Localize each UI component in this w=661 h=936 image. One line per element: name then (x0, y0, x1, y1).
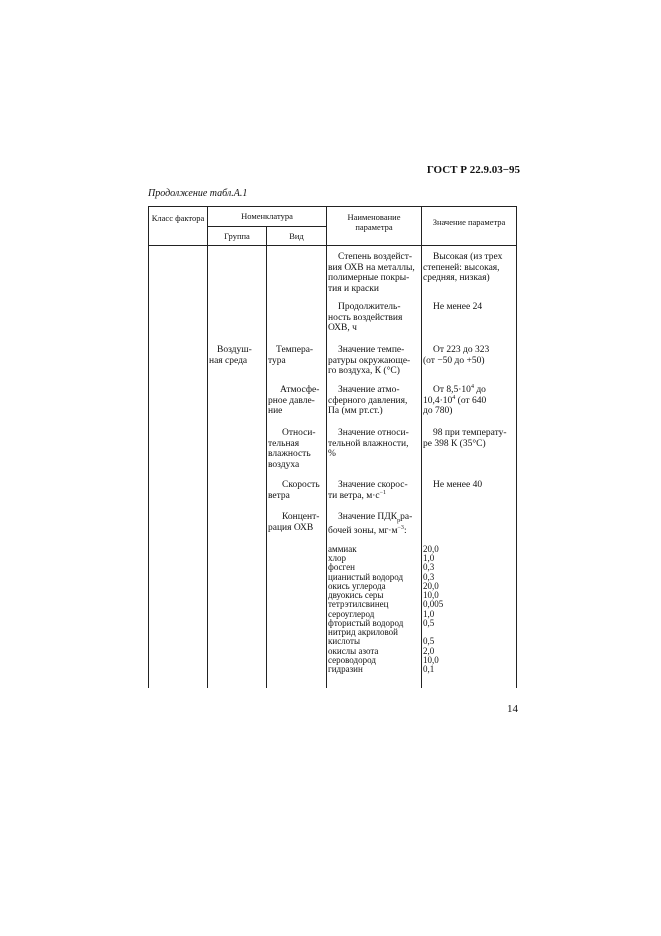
header-param-value: Значение параметра (432, 217, 506, 227)
substance-name: сероуглерод (328, 609, 375, 619)
column-border (326, 206, 327, 688)
substance-value: 20,0 (423, 581, 439, 591)
substance-value: 2,0 (423, 646, 435, 656)
row-1-param-value: Высокая (из трех степеней: высокая, средняя, низкая) (423, 252, 503, 283)
substance-value: 10,0 (423, 590, 439, 600)
substance-value: 1,0 (423, 609, 435, 619)
substance-name: гидразин (328, 664, 363, 674)
substance-name: нитрид акриловой (328, 627, 399, 637)
row-1-param-name: Степень воздейст- вия ОХВ на металлы, полимерные покры- тия и краски (328, 252, 415, 294)
substance-value: 10,0 (423, 655, 439, 665)
row-3-param-value: От 223 до 323 (от −50 до +50) (423, 345, 490, 366)
row-5-param-name: Значение относи- тельной влажности, % (328, 428, 409, 459)
row-6-param-name: Значение скорос- ти ветра, $м\cdot с^{-1}$ (328, 480, 408, 501)
substance-name: фосген (328, 562, 355, 572)
row-4-param-name: Значение атмо- сферного давления, Па (мм рт.ст.) (328, 385, 408, 416)
table-top-border (148, 206, 516, 207)
substance-name: аммиак (328, 544, 357, 554)
header-nomenclature: Номенклатура (241, 211, 293, 221)
row-3-kind: Темпера- тура (268, 345, 314, 366)
row-6-kind: Скорость ветра (268, 480, 320, 501)
row-7-param-name: Значение $ПДК_рра-$ бочей зоны, $мг\cdot м^{-3}$: (328, 512, 413, 537)
document-code: ГОСТ Р 22.9.03−95 (426, 164, 520, 176)
substance-name: цианистый водород (328, 572, 404, 582)
row-5-kind: Относи- тельная влажность воздуха (268, 428, 316, 470)
substance-name: фтористый водород (328, 618, 404, 628)
row-2-param-value: Не менее 24 (433, 302, 483, 312)
header-kind: Вид (289, 231, 304, 241)
header-param-name: Наименование параметра (347, 212, 401, 232)
substance-name: тетрэтилсвинец (328, 599, 389, 609)
row-3-param-name: Значение темпе- ратуры окружающе- го воздуха, К (°С) (328, 345, 411, 376)
substance-name: окись углерода (328, 581, 386, 591)
substance-value: 0,005 (423, 599, 444, 609)
substance-value: 0,5 (423, 636, 435, 646)
header-factor-class: Класс фактора (151, 213, 205, 223)
column-border (266, 226, 267, 688)
column-border (148, 206, 149, 688)
substance-value: 1,0 (423, 553, 435, 563)
substance-name: двуокись серы (328, 590, 384, 600)
page-number: 14 (507, 703, 518, 715)
row-4-param-value: От $8,5\cdot 10^4$ до $10,4\cdot 10^4$ (от 640 до 780) (423, 383, 487, 416)
substance-value: 0,5 (423, 618, 435, 628)
substance-name: кислоты (328, 636, 361, 646)
row-7-kind: Концент- рация ОХВ (268, 512, 320, 533)
substance-value: 0,3 (423, 572, 435, 582)
substance-value: 20,0 (423, 544, 439, 554)
header-bottom-border (148, 245, 516, 246)
header-group: Группа (224, 231, 250, 241)
table-caption: Продолжение табл.А.1 (148, 188, 248, 199)
substance-value: 0,1 (423, 664, 435, 674)
column-border (207, 206, 208, 688)
row-4-kind: Атмосфе- рное давле- ние (268, 385, 320, 416)
row-3-group: Воздуш- ная среда (209, 345, 252, 366)
substance-value: 0,3 (423, 562, 435, 572)
substance-name: сероводород (328, 655, 376, 665)
row-6-param-value: Не менее 40 (433, 480, 483, 490)
substance-name: хлор (328, 553, 346, 563)
row-2-param-name: Продолжитель- ность воздействия ОХВ, ч (328, 302, 403, 333)
row-5-param-value: 98 при температу- ре 398 К (35°С) (423, 428, 507, 449)
substance-name: окислы азота (328, 646, 379, 656)
